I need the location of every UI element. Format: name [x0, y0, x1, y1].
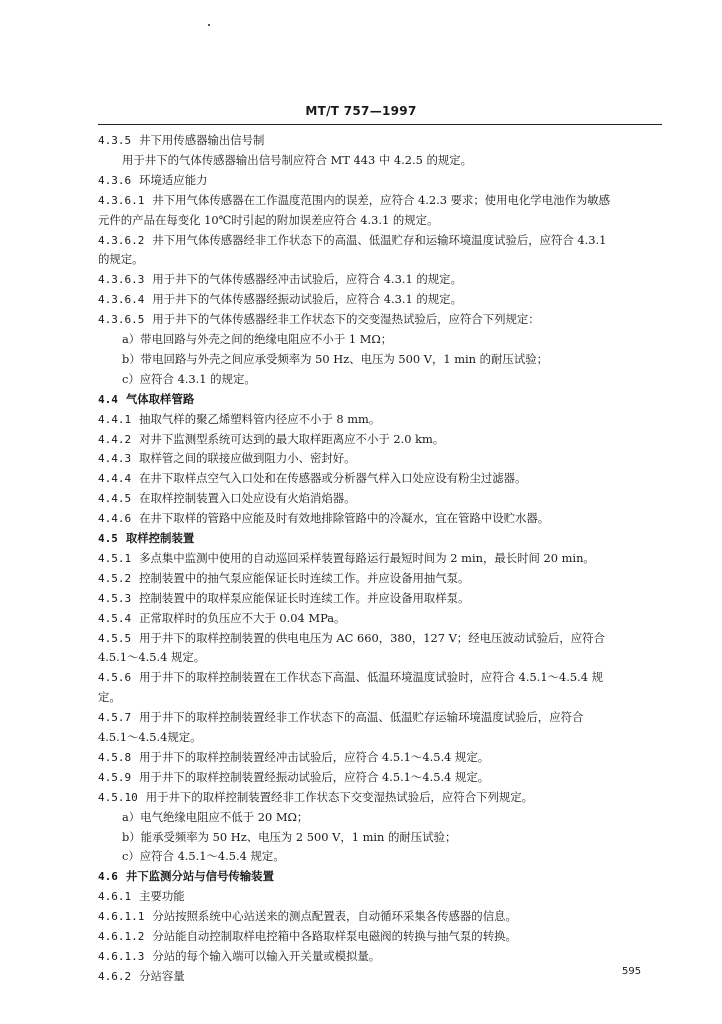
clause-text: 的规定。: [98, 252, 144, 266]
clause-number: 4.5.9: [98, 771, 132, 784]
clause-text: 用于井下的取样控制装置在工作状态下高温、低温环境温度试验时，应符合 4.5.1～4.5.4 规: [139, 670, 604, 684]
clause-number: 4.3.6: [98, 174, 132, 187]
clause-number: 4.6.1.1: [98, 910, 145, 923]
clause-text: 井下用传感器输出信号制: [139, 133, 265, 147]
clause-text: 井下用气体传感器经非工作状态下的高温、低温贮存和运输环境温度试验后，应符合 4.3.1: [152, 233, 607, 247]
text-line: [98, 292, 666, 307]
text-line: [98, 233, 666, 248]
clause-number: 4.5.5: [98, 632, 132, 645]
clause-text: a）电气绝缘电阻应不低于 20 MΩ；: [122, 810, 309, 824]
text-line: [98, 173, 666, 188]
text-line: [98, 451, 666, 466]
clause-number: 4.5.1: [98, 552, 132, 565]
clause-number: 4.6.1.2: [98, 930, 145, 943]
text-line: [98, 631, 666, 646]
clause-number: 4.4.5: [98, 492, 132, 505]
clause-text: c）应符合 4.5.1～4.5.4 规定。: [122, 849, 285, 863]
clause-text: 对井下监测型系统可达到的最大取样距离应不小于 2.0 km。: [139, 432, 445, 446]
text-line: [98, 491, 666, 506]
clause-number: 4.3.6.2: [98, 234, 145, 247]
clause-text: 环境适应能力: [139, 173, 208, 187]
clause-text: b）能承受频率为 50 Hz、电压为 2 500 V，1 min 的耐压试验；: [122, 830, 457, 844]
text-line: [122, 372, 666, 386]
text-line: [122, 153, 666, 167]
clause-number: 4.6: [98, 870, 118, 883]
clause-text: 用于井下的取样控制装置经非工作状态下交变湿热试验后，应符合下列规定。: [145, 790, 534, 804]
text-line: [98, 213, 666, 227]
clause-text: 主要功能: [139, 889, 185, 903]
clause-number: 4.6.1: [98, 890, 132, 903]
clause-text: 分站容量: [139, 969, 185, 983]
text-line: [98, 949, 666, 964]
clause-number: 4.4.6: [98, 512, 132, 525]
text-line: [98, 511, 666, 526]
text-line: [98, 312, 666, 327]
clause-number: 4.4.3: [98, 452, 132, 465]
clause-text: b）带电回路与外壳之间应承受频率为 50 Hz、电压为 500 V，1 min 的耐压试验；: [122, 352, 548, 366]
text-line: [98, 551, 666, 566]
text-line: [122, 830, 666, 844]
text-line: [98, 969, 666, 984]
page-number: 595: [622, 966, 642, 977]
scan-speck: [208, 24, 210, 26]
clause-text: 控制装置中的取样泵应能保证长时连续工作。并应设备用取样泵。: [139, 591, 470, 605]
clause-text: 多点集中监测中使用的自动巡回采样装置每路运行最短时间为 2 min，最长时间 20 min。: [139, 551, 595, 565]
text-line: [98, 710, 666, 725]
text-line: [98, 869, 666, 884]
clause-number: 4.3.6.3: [98, 273, 145, 286]
clause-number: 4.5.4: [98, 612, 132, 625]
clause-text: 用于井下的取样控制装置的供电电压为 AC 660，380，127 V；经电压波动试验后，应符合: [139, 631, 605, 645]
clause-text: 分站能自动控制取样电控箱中各路取样泵电磁阀的转换与抽气泵的转换。: [152, 929, 517, 943]
clause-number: 4.3.6.5: [98, 313, 145, 326]
clause-text: 在井下取样点空气入口处和在传感器或分析器气样入口处应设有粉尘过滤器。: [139, 471, 527, 485]
text-line: [98, 412, 666, 427]
text-line: [98, 392, 666, 407]
clause-text: c）应符合 4.3.1 的规定。: [122, 372, 256, 386]
text-line: [122, 849, 666, 863]
text-line: [98, 531, 666, 546]
clause-number: 4.6.1.3: [98, 950, 145, 963]
clause-text: 控制装置中的抽气泵应能保证长时连续工作。并应设备用抽气泵。: [139, 571, 470, 585]
header-rule: [98, 124, 662, 125]
text-line: [98, 690, 666, 704]
clause-text: a）带电回路与外壳之间的绝缘电阻应不小于 1 MΩ；: [122, 332, 393, 346]
clause-text: 4.5.1～4.5.4规定。: [98, 730, 202, 744]
text-line: [98, 252, 666, 266]
clause-number: 4.3.6.4: [98, 293, 145, 306]
clause-number: 4.5.7: [98, 711, 132, 724]
page-header: MT/T 757—1997: [305, 104, 417, 118]
text-line: [98, 571, 666, 586]
clause-text: 在取样控制装置入口处应设有火焰消焰器。: [139, 491, 356, 505]
clause-text: 用于井下的气体传感器经振动试验后，应符合 4.3.1 的规定。: [152, 292, 462, 306]
clause-number: 4.5.10: [98, 791, 138, 804]
text-line: [122, 810, 666, 824]
clause-text: 用于井下的气体传感器输出信号制应符合 MT 443 中 4.2.5 的规定。: [122, 153, 473, 167]
text-line: [98, 591, 666, 606]
text-line: [98, 889, 666, 904]
text-line: [98, 670, 666, 685]
clause-number: 4.3.6.1: [98, 194, 145, 207]
text-line: [98, 750, 666, 765]
clause-text: 用于井下的取样控制装置经冲击试验后，应符合 4.5.1～4.5.4 规定。: [139, 750, 490, 764]
clause-text: 气体取样管路: [125, 392, 195, 406]
text-line: [98, 730, 666, 744]
text-line: [98, 790, 666, 805]
text-line: [98, 770, 666, 785]
clause-text: 取样控制装置: [125, 531, 195, 545]
text-line: [122, 332, 666, 346]
text-line: [98, 193, 666, 208]
clause-text: 4.5.1～4.5.4 规定。: [98, 650, 206, 664]
text-line: [98, 909, 666, 924]
clause-text: 元件的产品在每变化 10℃时引起的附加误差应符合 4.3.1 的规定。: [98, 213, 439, 227]
clause-text: 井下用气体传感器在工作温度范围内的误差，应符合 4.2.3 要求；使用电化学电池作为敏感: [152, 193, 611, 207]
clause-text: 分站按照系统中心站送来的测点配置表，自动循环采集各传感器的信息。: [152, 909, 517, 923]
clause-number: 4.5.6: [98, 671, 132, 684]
clause-text: 取样管之间的联接应做到阻力小、密封好。: [139, 451, 356, 465]
text-line: [98, 650, 666, 664]
text-line: [98, 929, 666, 944]
text-line: [122, 352, 666, 366]
clause-text: 用于井下的取样控制装置经振动试验后，应符合 4.5.1～4.5.4 规定。: [139, 770, 490, 784]
clause-number: 4.4: [98, 393, 118, 406]
clause-text: 正常取样时的负压应不大于 0.04 MPa。: [139, 611, 346, 625]
clause-text: 井下监测分站与信号传输装置: [125, 869, 274, 883]
clause-number: 4.4.2: [98, 433, 132, 446]
clause-text: 在井下取样的管路中应能及时有效地排除管路中的冷凝水，宜在管路中设贮水器。: [139, 511, 550, 525]
clause-number: 4.4.1: [98, 413, 132, 426]
clause-number: 4.5.3: [98, 592, 132, 605]
clause-number: 4.5.8: [98, 751, 132, 764]
clause-number: 4.4.4: [98, 472, 132, 485]
clause-text: 定。: [98, 690, 121, 704]
clause-number: 4.6.2: [98, 970, 132, 983]
clause-text: 用于井下的气体传感器经冲击试验后，应符合 4.3.1 的规定。: [152, 272, 462, 286]
text-line: [98, 133, 666, 148]
clause-number: 4.3.5: [98, 134, 132, 147]
clause-text: 分站的每个输入端可以输入开关量或模拟量。: [152, 949, 381, 963]
text-line: [98, 471, 666, 486]
text-line: [98, 272, 666, 287]
text-line: [98, 611, 666, 626]
clause-text: 用于井下的气体传感器经非工作状态下的交变湿热试验后，应符合下列规定：: [152, 312, 540, 326]
clause-text: 抽取气样的聚乙烯塑料管内径应不小于 8 mm。: [139, 412, 381, 426]
text-line: [98, 432, 666, 447]
clause-number: 4.5.2: [98, 572, 132, 585]
clause-number: 4.5: [98, 532, 118, 545]
clause-text: 用于井下的取样控制装置经非工作状态下的高温、低温贮存运输环境温度试验后，应符合: [139, 710, 584, 724]
